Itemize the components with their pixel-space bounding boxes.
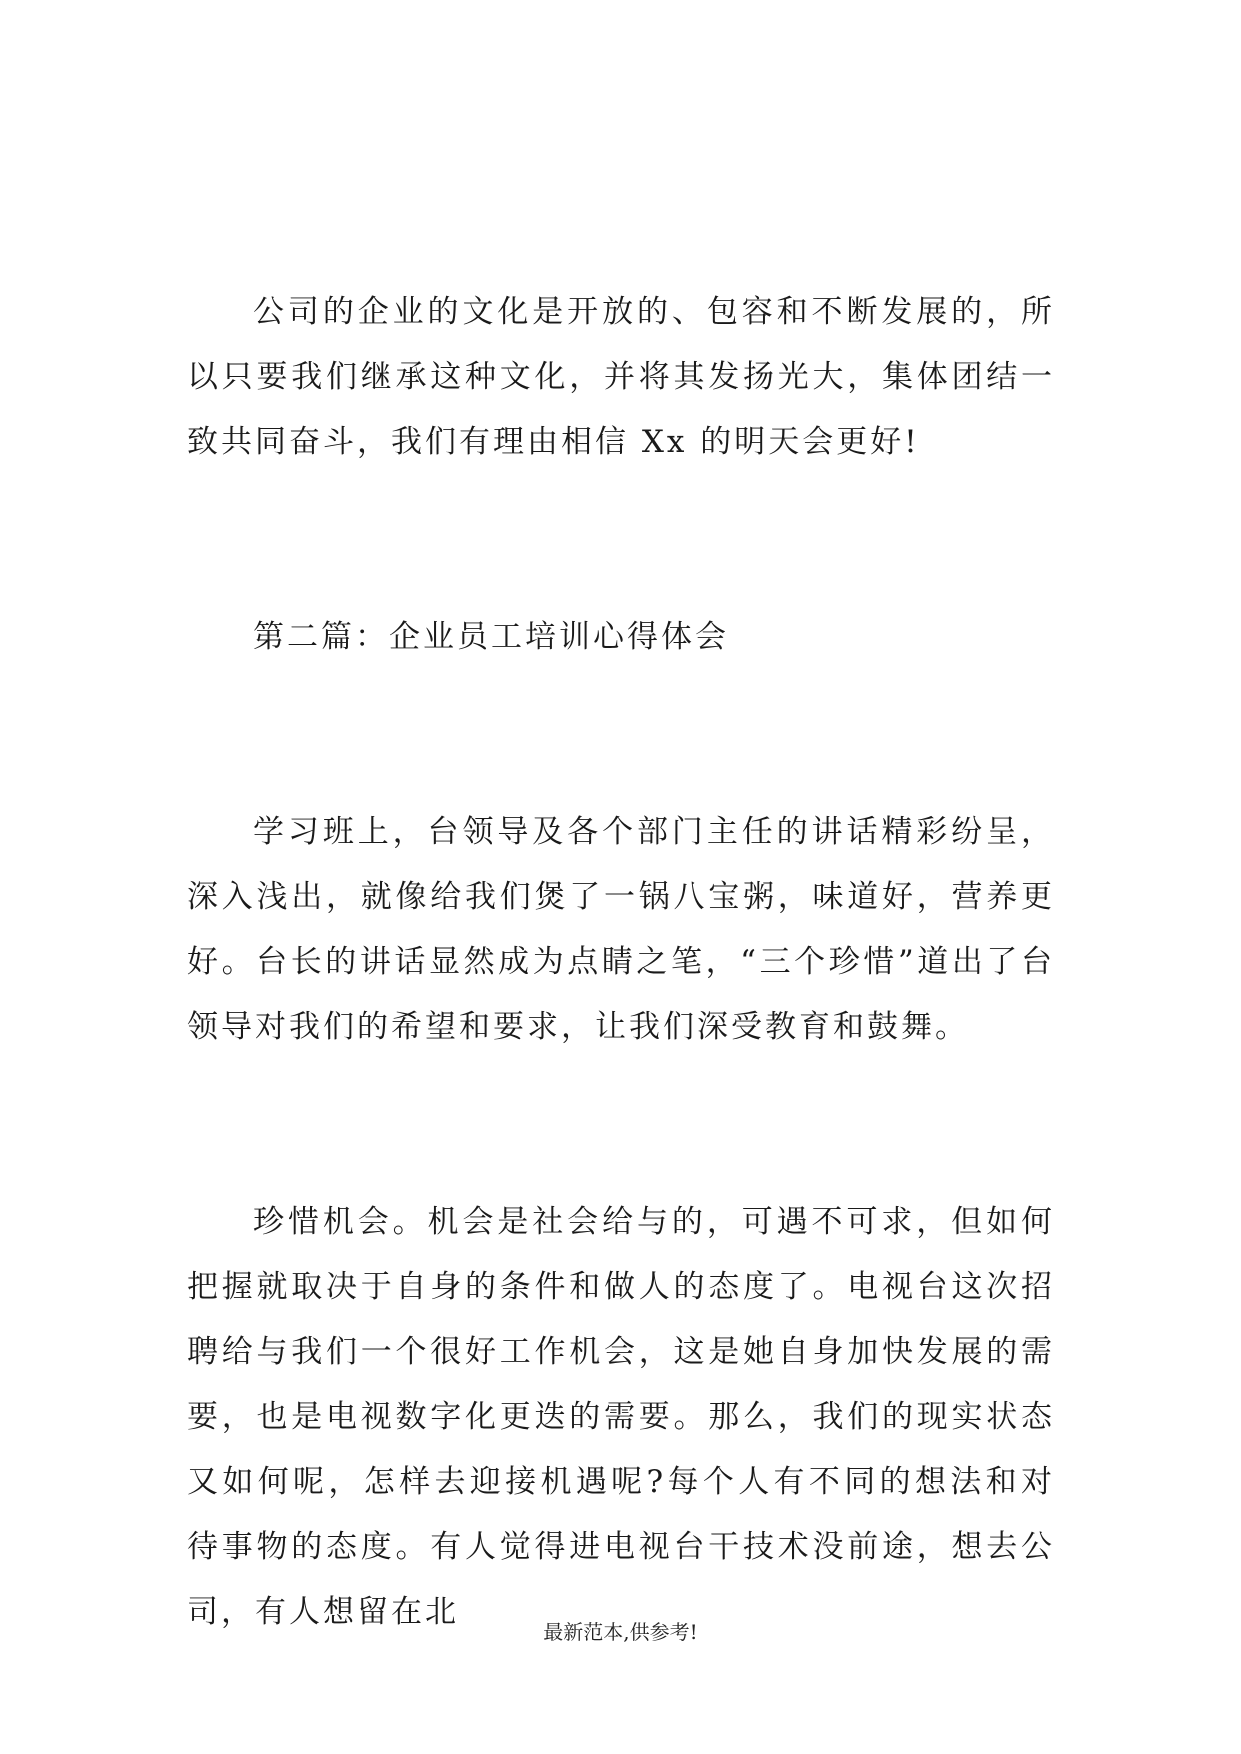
paragraph-cherish-opportunity: 珍惜机会。机会是社会给与的，可遇不可求，但如何把握就取决于自身的条件和做人的态度了。电视台这次招聘给与我们一个很好工作机会，这是她自身加快发展的需要，也是电视数字化更迭的需要。那么，我们的现实状态又如何呢，怎样去迎接机遇呢?每个人有不同的想法和对待事物的态度。有人觉得进电视台干技术没前途，想去公司，有人想留在北 [187,1204,1055,1630]
paragraph-training-class: 学习班上，台领导及各个部门主任的讲话精彩纷呈，深入浅出，就像给我们煲了一锅八宝粥，味道好，营养更好。台长的讲话显然成为点睛之笔，“三个珍惜”道出了台领导对我们的希望和要求，让我们深受教育和鼓舞。 [187,814,1055,1045]
paragraph-company-culture: 公司的企业的文化是开放的、包容和不断发展的，所以只要我们继承这种文化，并将其发扬光大，集体团结一致共同奋斗，我们有理由相信 Xx 的明天会更好! [187,294,1055,460]
page-footer-note: 最新范本,供参考! [543,1620,698,1644]
section-heading-part-two: 第二篇：企业员工培训心得体会 [253,619,729,655]
